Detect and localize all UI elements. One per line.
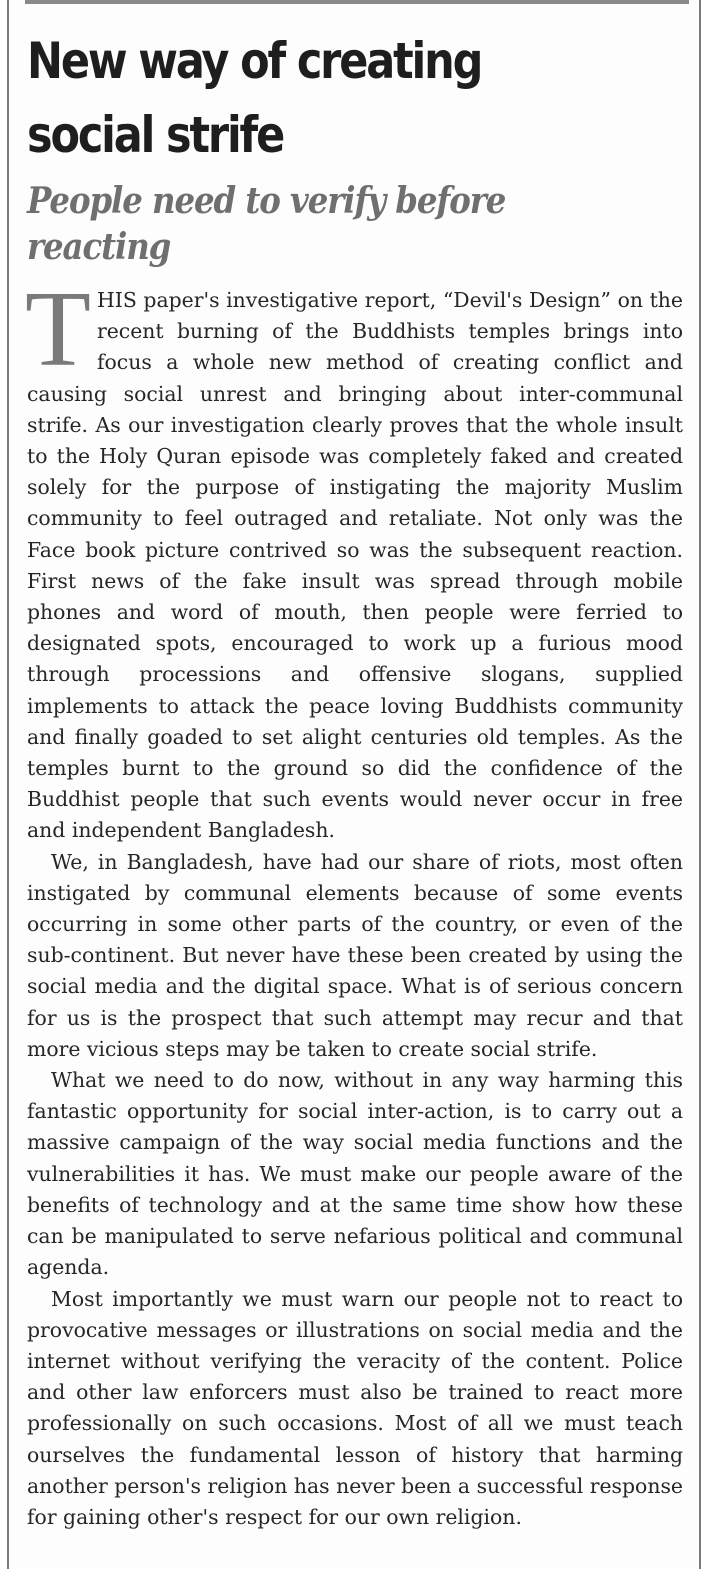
paragraph-1 xyxy=(25,270,683,847)
newspaper-page xyxy=(7,0,701,1569)
headline-line-1: New way of creating xyxy=(27,32,482,90)
headline-line-2: social strife xyxy=(27,106,284,164)
article-body xyxy=(25,270,683,1533)
drop-cap: T xyxy=(25,270,91,389)
headline xyxy=(27,24,577,172)
paragraph-4: Most importantly we must warn our people not to react to provocative messages or illustrations on social media and the internet without verifying the veracity of the content. Police and other law enforcers must also be trained to react more professionally on such occasions. Most of all we must teach ourselves the fundamental lesson of history that harming another person's religion has never been a successful response for gaining other's respect for our own religion. xyxy=(27,1286,683,1529)
paragraph-3: What we need to do now, without in any way harming this fantastic opportunity for social inter-action, is to carry out a massive campaign of the way social media functions and the vulnerabilities it has. We must make our people aware of the benefits of technology and at the same time show how these can be manipulated to serve nefarious political and communal agenda. xyxy=(27,1068,683,1280)
paragraph-1-text: HIS paper's investigative report, “Devil's Design” on the recent burning of the Buddhists temples brings into focus a whole new method of creating conflict and causing social unrest and bringing about inter-communal strife. As our investigation clearly proves that the whole insult to the Holy Quran episode was completely faked and created solely for the purpose of instigating the majority Muslim community to feel outraged and retaliate. Not only was the Face book picture contrived so was the subsequent reaction. First news of the fake insult was spread through mobile phones and word of mouth, then people were ferried to designated spots, encouraged to work up a furious mood through processions and offensive slogans, supplied implements to attack the peace loving Buddhists community and finally goaded to set alight centuries old temples. As the temples burnt to the ground so did the confidence of the Buddhist people that such events would never occur in free and independent Bangladesh. xyxy=(27,288,683,843)
subheadline xyxy=(27,178,603,270)
subheadline-line-2: reacting xyxy=(27,226,171,268)
subheadline-line-1: People need to verify before xyxy=(27,180,506,222)
paragraph-2: We, in Bangladesh, have had our share of riots, most often instigated by communal elements because of some events occurring in some other parts of the country, or even of the sub-continent. But never have these been created by using the social media and the digital space. What is of serious concern for us is the prospect that such attempt may recur and that more vicious steps may be taken to create social strife. xyxy=(27,849,683,1061)
top-rule xyxy=(25,0,689,4)
